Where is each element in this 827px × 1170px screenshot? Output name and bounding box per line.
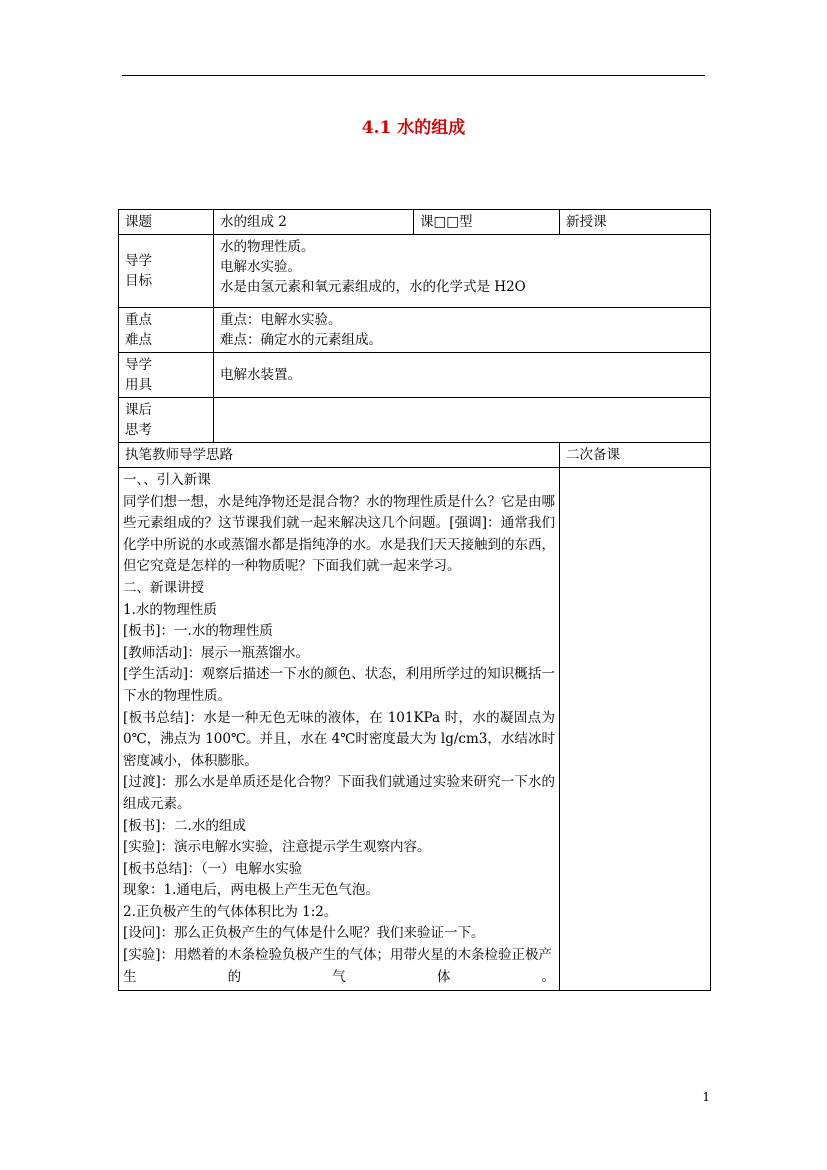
goals-label xyxy=(119,235,214,308)
body-row xyxy=(119,468,711,991)
body-paragraph: 现象：1.通电后，两电极上产生无色气泡。 xyxy=(123,882,379,899)
keypoint-item: 重点：电解水实验。 xyxy=(220,312,342,328)
body-paragraph: 2.正负极产生的气体体积比为 1:2。 xyxy=(123,903,338,920)
goals-content xyxy=(214,235,711,308)
lesson-plan-table xyxy=(118,209,711,991)
goals-row xyxy=(119,235,711,308)
teacher-approach-header: 执笔教师导学思路 xyxy=(119,443,560,468)
body-paragraph: 1.水的物理性质 xyxy=(123,601,217,618)
reflection-label-line-1: 课后 xyxy=(125,402,152,418)
type-label: 课□□型 xyxy=(414,210,560,235)
body-paragraph: 同学们想一想，水是纯净物还是混合物？水的物理性质是什么？它是由哪些元素组成的？这节课我们就一起来解决这几个问题。[强调]：通常我们化学中所说的水或蒸馏水都是指纯净的水。水是我们天天接触到的东西，但它究竟是怎样的一种物质呢？下面我们就一起来学习。 xyxy=(123,493,555,575)
reflection-value xyxy=(214,398,711,443)
page-number: 1 xyxy=(702,1090,710,1104)
body-paragraph: 一、、引入新课 xyxy=(123,472,211,488)
keypoints-label-line-1: 重点 xyxy=(125,312,152,328)
tools-label-line-2: 用具 xyxy=(125,377,152,393)
body-paragraph: [设问]：那么正负极产生的气体是什么呢？我们来验证一下。 xyxy=(123,925,485,942)
body-paragraph: 二、新课讲授 xyxy=(123,579,204,596)
goals-label-line-1: 导学 xyxy=(125,253,152,269)
body-paragraph: [教师活动]：展示一瓶蒸馏水。 xyxy=(123,644,310,661)
second-prep-header: 二次备课 xyxy=(560,443,711,468)
body-paragraph: [学生活动]：观察后描述一下水的颜色、状态，利用所学过的知识概括一下水的物理性质。 xyxy=(123,666,555,704)
body-paragraph: [板书总结]：水是一种无色无味的液体，在 101KPa 时，水的凝固点为 0℃，沸点为 100℃。并且，水在 4℃时密度最大为 lg/cm3，水结冰时密度减小，体积膨胀。 xyxy=(123,709,555,769)
topic-value: 水的组成 2 xyxy=(214,210,414,235)
body-paragraph: 生 的 气 体 。 xyxy=(123,968,555,985)
keypoints-content xyxy=(214,308,711,353)
second-prep-content xyxy=(560,468,711,991)
body-paragraph: [板书]：二.水的组成 xyxy=(123,817,246,834)
keypoints-label-line-2: 难点 xyxy=(125,332,152,348)
keypoints-row xyxy=(119,308,711,353)
body-paragraph: [板书总结]：（一）电解水实验 xyxy=(123,860,303,877)
reflection-label xyxy=(119,398,214,443)
body-paragraph: [实验]：演示电解水实验，注意提示学生观察内容。 xyxy=(123,839,431,856)
goal-item: 水是由氢元素和氧元素组成的，水的化学式是 H2O xyxy=(220,279,526,295)
reflection-label-line-2: 思考 xyxy=(125,422,152,438)
body-paragraph: [实验]：用燃着的木条检验负极产生的气体；用带火星的木条检验正极产 xyxy=(123,947,553,964)
keypoint-item: 难点：确定水的元素组成。 xyxy=(220,332,382,348)
body-paragraph: [板书]：一.水的物理性质 xyxy=(123,623,273,640)
tools-row xyxy=(119,353,711,398)
keypoints-label xyxy=(119,308,214,353)
teaching-approach-content xyxy=(119,468,560,991)
tools-label xyxy=(119,353,214,398)
section-header-row xyxy=(119,443,711,468)
header-row xyxy=(119,210,711,235)
topic-label: 课题 xyxy=(119,210,214,235)
goal-item: 电解水实验。 xyxy=(220,259,301,275)
tools-label-line-1: 导学 xyxy=(125,357,152,373)
goals-label-line-2: 目标 xyxy=(125,273,152,289)
reflection-row xyxy=(119,398,711,443)
tools-value: 电解水装置。 xyxy=(214,353,711,398)
goal-item: 水的物理性质。 xyxy=(220,239,315,255)
body-paragraph: [过渡]：那么水是单质还是化合物？下面我们就通过实验来研究一下水的组成元素。 xyxy=(123,774,555,812)
header-rule xyxy=(122,75,705,76)
type-value: 新授课 xyxy=(560,210,711,235)
page-title: 4.1 水的组成 xyxy=(361,118,466,138)
